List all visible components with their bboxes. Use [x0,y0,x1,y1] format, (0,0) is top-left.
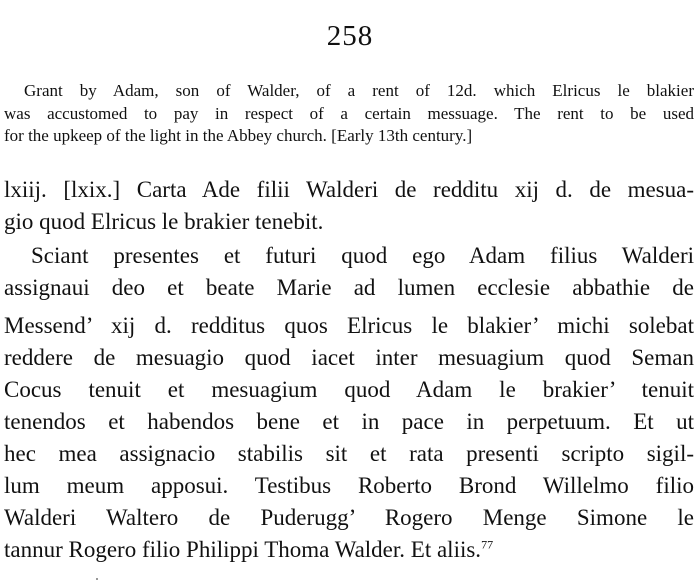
charter-text [4,240,694,566]
charter-line: assignaui deo et beate Marie ad lumen ecclesie abbathie de [4,275,694,300]
summary-line: for the upkeep of the light in the Abbey church. [Early 13th century.] [4,126,473,145]
charter-heading [4,174,694,238]
charter-last-line [4,534,694,566]
page-mark [96,578,98,580]
charter-heading-line: gio quod Elricus le brakier tenebit. [4,209,324,234]
charter-heading-line: lxiij. [lxix.] Carta Ade filii Walderi de redditu xij d. de mesua- [4,177,694,202]
charter-line: hec mea assignacio stabilis sit et rata presenti scripto sigil- [4,441,694,466]
charter-line: Sciant presentes et futuri quod ego Adam filius Walderi [31,243,694,268]
charter-line: reddere de mesuagio quod iacet inter mesuagium quod Seman [4,345,694,370]
charter-line: tenendos et habendos bene et in pace in perpetuum. Et ut [4,409,694,434]
charter-line: Walderi Waltero de Puderugg’ Rogero Menge Simone le [4,505,694,530]
page-number: 258 [326,20,374,52]
charter-line: Cocus tenuit et mesuagium quod Adam le brakier’ tenuit [4,377,694,402]
summary-line: was accustomed to pay in respect of a certain messuage. The rent to be used [4,103,694,123]
english-summary [4,80,694,148]
charter-line-text: tannur Rogero filio Philippi Thoma Walder. Et aliis. [4,537,482,562]
charter-line: lum meum apposui. Testibus Roberto Brond Willelmo filio [4,473,694,498]
charter-line: Messend’ xij d. redditus quos Elricus le blakier’ michi solebat [4,313,694,338]
footnote-reference[interactable]: 77 [481,537,494,552]
summary-line: Grant by Adam, son of Walder, of a rent of 12d. which Elricus le blakier [24,81,694,100]
